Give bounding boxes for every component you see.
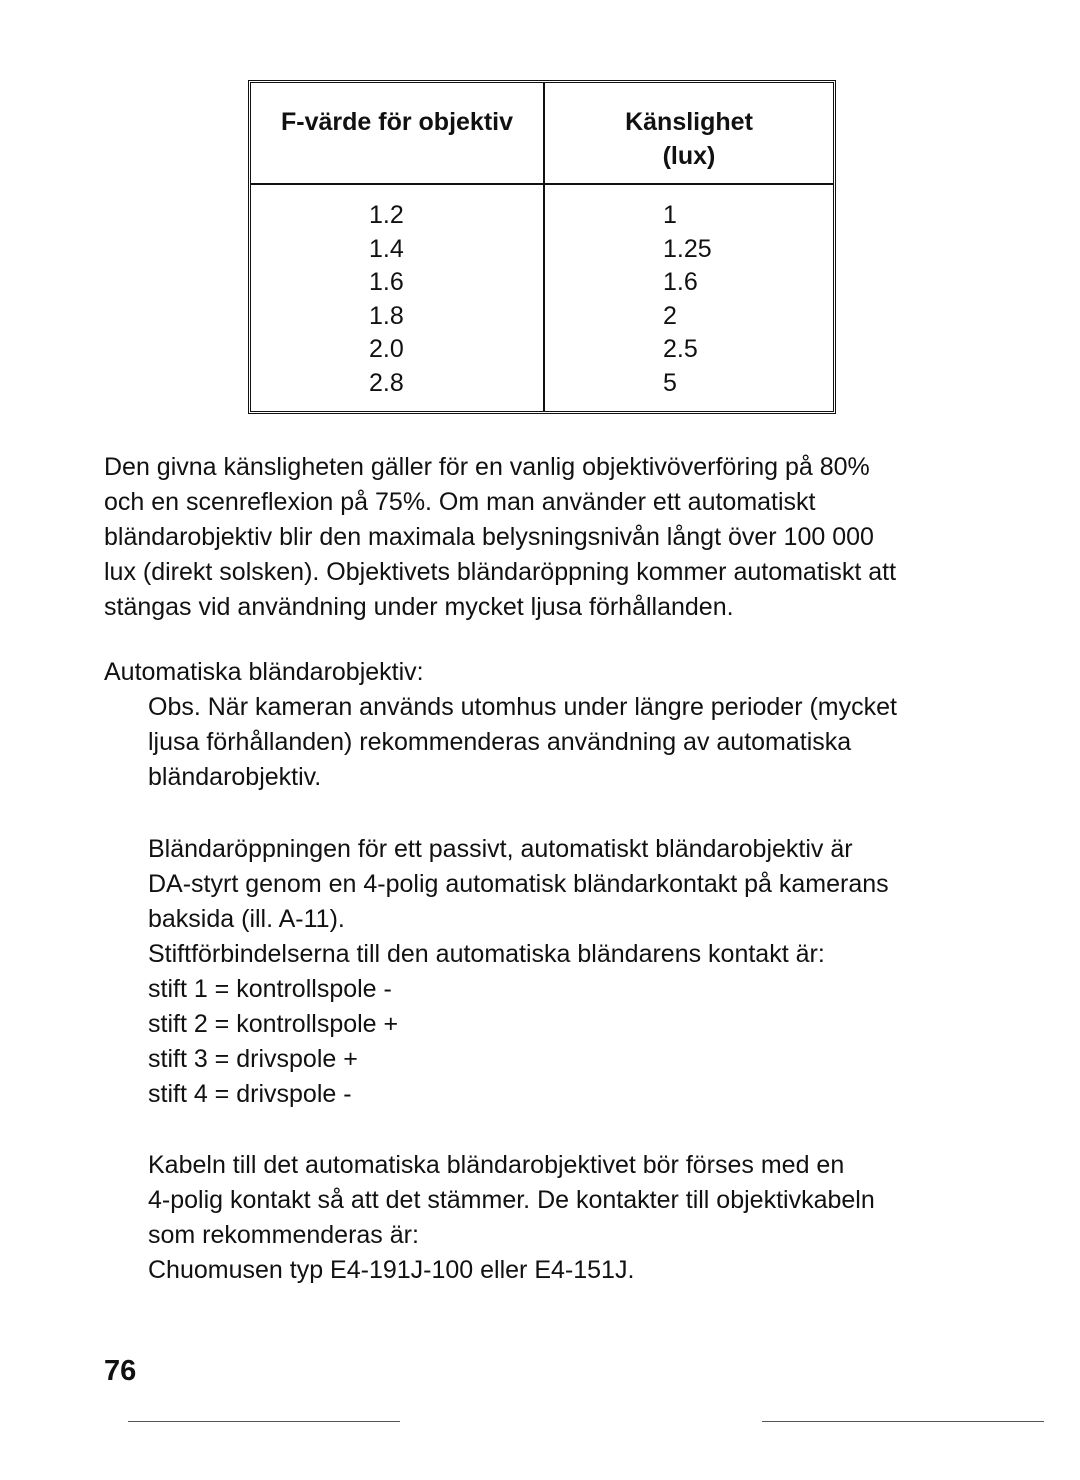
text-line: Stiftförbindelserna till den automatiska bländarens kontakt är:	[148, 940, 825, 968]
connector-types: Chuomusen typ E4-191J-100 eller E4-151J.	[148, 1256, 635, 1284]
text-line: baksida (ill. A-11).	[148, 905, 345, 933]
table-cell-f: 1.6	[369, 268, 404, 296]
header-sensitivity-line1: Känslighet	[625, 108, 753, 136]
f-value-column	[369, 199, 404, 400]
pin-list	[148, 972, 398, 1112]
obs-paragraph	[148, 690, 988, 795]
text-line: 4-polig kontakt så att det stämmer. De kontakter till objektivkabeln	[148, 1186, 875, 1214]
table-cell-lux: 5	[663, 368, 677, 397]
text-line: DA-styrt genom en 4-polig automatisk bländarkontakt på kamerans	[148, 870, 889, 898]
header-divider	[251, 183, 833, 185]
table-cell-lux: 1.25	[663, 234, 712, 263]
list-item: stift 3 = drivspole +	[148, 1045, 358, 1073]
table-cell-f: 2.0	[369, 335, 404, 363]
text-line: lux (direkt solsken). Objektivets bländaröppning kommer automatiskt att	[104, 558, 897, 586]
text-line: Den givna känsligheten gäller för en vanlig objektivöverföring på 80%	[104, 453, 870, 481]
footer-rule-left	[128, 1421, 400, 1422]
table-cell-f: 2.8	[369, 368, 404, 397]
text-line: Obs. När kameran används utomhus under längre perioder (mycket	[148, 693, 897, 721]
cable-paragraph	[148, 1148, 988, 1253]
header-sensitivity-line2: (lux)	[662, 142, 716, 170]
header-sensitivity	[545, 105, 833, 173]
text-line: och en scenreflexion på 75%. Om man använder ett automatiskt	[104, 488, 816, 516]
text-line: Kabeln till det automatiska bländarobjektivet bör förses med en	[148, 1151, 845, 1179]
text-line: Bländaröppningen för ett passivt, automatiskt bländarobjektiv är	[148, 835, 853, 863]
list-item: stift 2 = kontrollspole +	[148, 1010, 399, 1038]
intro-paragraph	[104, 450, 984, 625]
table-cell-lux: 1.6	[663, 268, 698, 296]
lux-column	[663, 199, 712, 400]
text-line: bländarobjektiv.	[148, 763, 322, 791]
list-item: stift 1 = kontrollspole -	[148, 975, 392, 1003]
sensitivity-table	[248, 80, 836, 414]
auto-aperture-heading: Automatiska bländarobjektiv:	[104, 658, 424, 686]
header-f-value: F-värde för objektiv	[281, 108, 513, 136]
text-line: som rekommenderas är:	[148, 1221, 419, 1249]
footer-rule-right	[762, 1421, 1044, 1422]
table-cell-lux: 2	[663, 301, 677, 330]
list-item: stift 4 = drivspole -	[148, 1080, 352, 1108]
aperture-paragraph	[148, 832, 988, 972]
text-line: bländarobjektiv blir den maximala belysningsnivån långt över 100 000	[104, 523, 874, 551]
table-cell-f: 1.4	[369, 234, 404, 263]
table-cell-lux: 1	[663, 201, 677, 229]
text-line: ljusa förhållanden) rekommenderas användning av automatiska	[148, 728, 852, 756]
table-cell-f: 1.2	[369, 201, 404, 229]
table-cell-f: 1.8	[369, 301, 404, 330]
text-line: stängas vid användning under mycket ljusa förhållanden.	[104, 593, 734, 621]
page-number: 76	[104, 1355, 137, 1387]
table-cell-lux: 2.5	[663, 335, 698, 363]
